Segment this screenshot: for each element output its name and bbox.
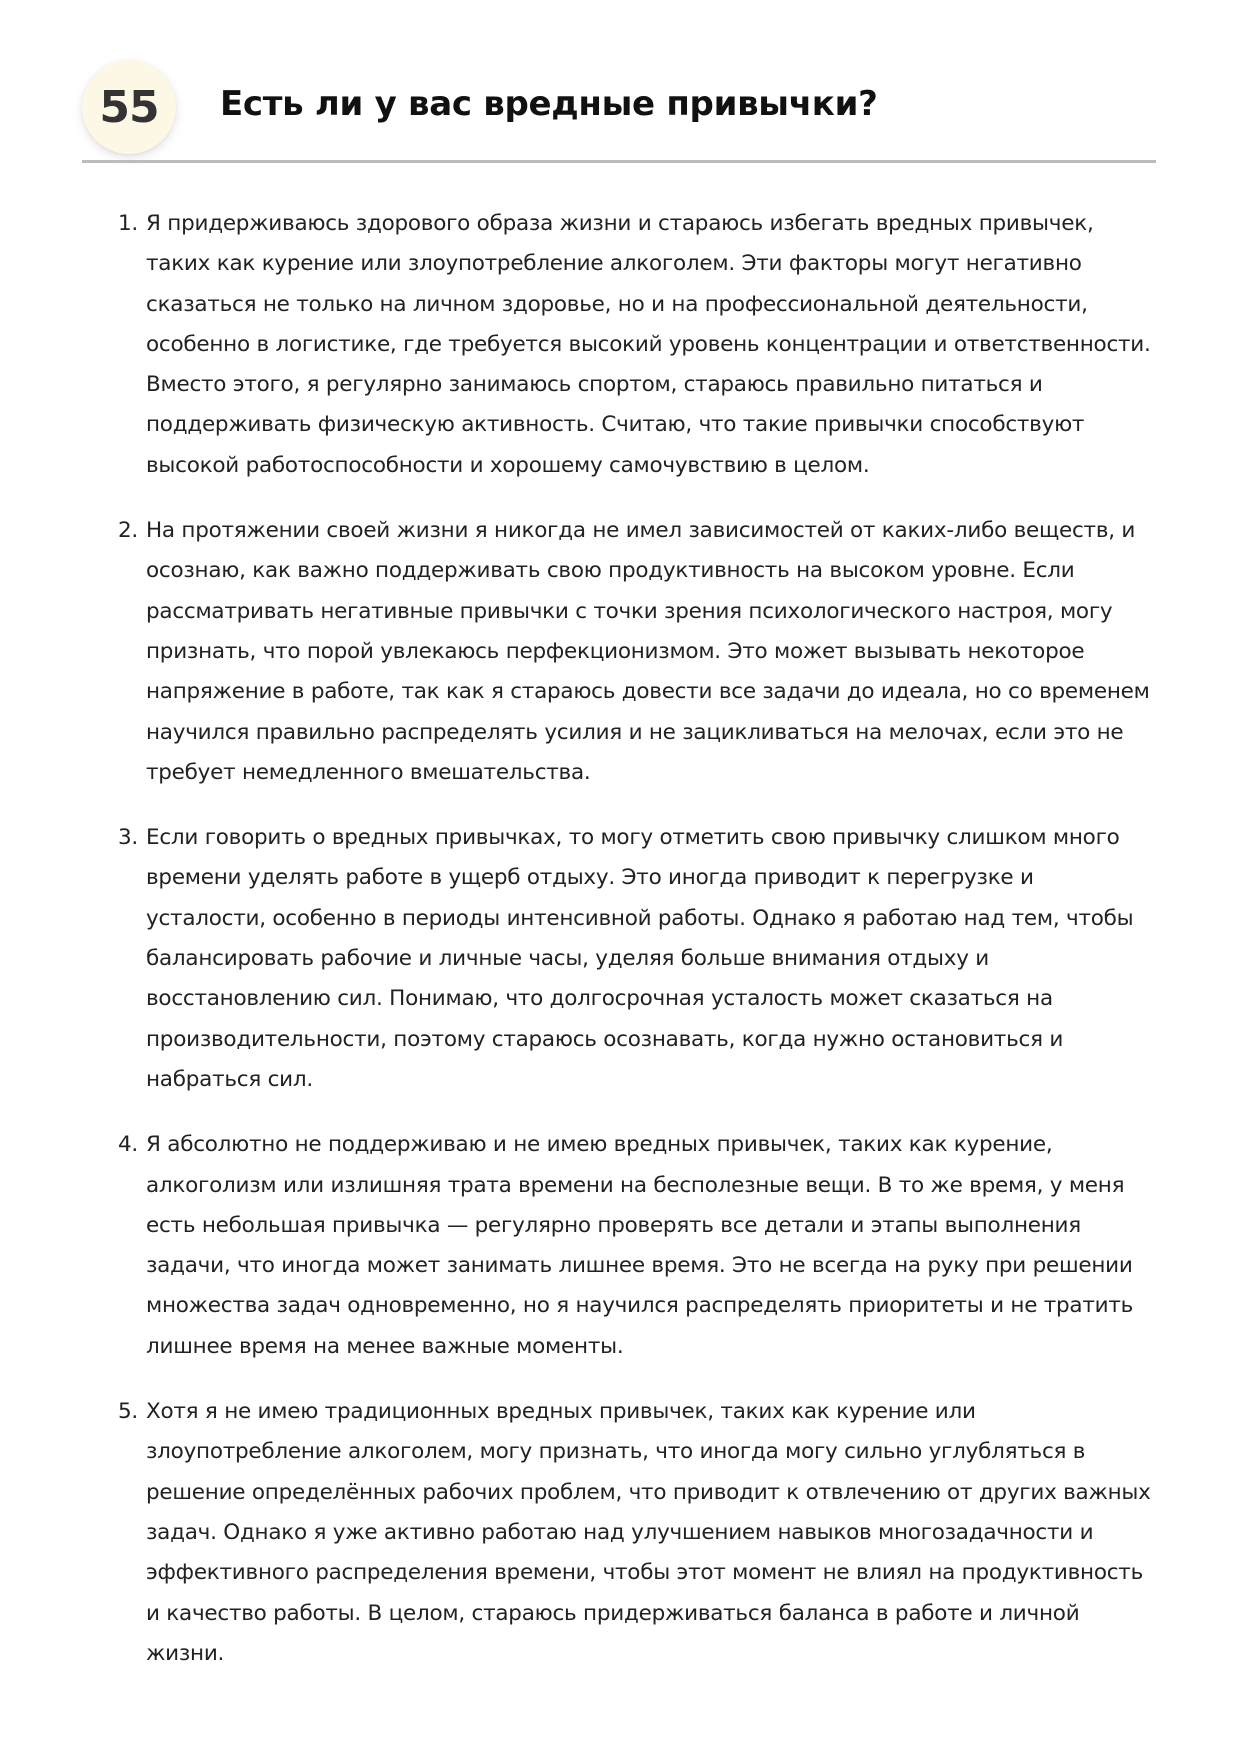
question-title: Есть ли у вас вредные привычки? bbox=[220, 84, 878, 124]
answer-item-3 bbox=[118, 818, 1158, 1100]
answer-marker: 5. bbox=[118, 1399, 139, 1425]
answer-marker: 4. bbox=[118, 1132, 139, 1158]
answer-item-2 bbox=[118, 511, 1158, 793]
answer-text: Я абсолютно не поддерживаю и не имею вредных привычек, таких как курение, алкоголизм или излишняя трата времени на бесполезные вещи. В то же время, у меня есть небольшая привычка — регулярно проверять все детали и этапы выполнения задачи, что иногда может занимать лишнее время. Это не всегда на руку при решении множества задач одновременно, но я научился распределять приоритеты и не тратить лишнее время на менее важные моменты. bbox=[146, 1132, 1134, 1359]
answer-item-5 bbox=[118, 1392, 1158, 1674]
answer-text: Я придерживаюсь здорового образа жизни и стараюсь избегать вредных привычек, таких как курение или злоупотребление алкоголем. Эти факторы могут негативно сказаться не только на личном здоровье, но и на профессиональной деятельности, особенно в логистике, где требуется высокий уровень концентрации и ответственности. Вместо этого, я регулярно занимаюсь спортом, стараюсь правильно питаться и поддерживать физическую активность. Считаю, что такие привычки способствуют высокой работоспособности и хорошему самочувствию в целом. bbox=[146, 211, 1151, 478]
answer-text: Если говорить о вредных привычках, то могу отметить свою привычку слишком много времени уделять работе в ущерб отдыху. Это иногда приводит к перегрузке и усталости, особенно в периоды интенсивной работы. Однако я работаю над тем, чтобы балансировать рабочие и личные часы, уделяя больше внимания отдыху и восстановлению сил. Понимаю, что долгосрочная усталость может сказаться на производительности, поэтому стараюсь осознавать, когда нужно остановиться и набраться сил. bbox=[146, 825, 1134, 1092]
answer-item-4 bbox=[118, 1125, 1158, 1367]
question-header bbox=[82, 52, 1156, 162]
question-number: 55 bbox=[99, 81, 159, 133]
answers-list bbox=[118, 204, 1158, 1674]
answer-marker: 3. bbox=[118, 825, 139, 851]
header-divider bbox=[82, 160, 1156, 163]
question-number-badge bbox=[82, 60, 176, 154]
answer-marker: 2. bbox=[118, 518, 139, 544]
answer-item-1 bbox=[118, 204, 1158, 486]
answer-text: Хотя я не имею традиционных вредных привычек, таких как курение или злоупотребление алкоголем, могу признать, что иногда могу сильно углубляться в решение определённых рабочих проблем, что приводит к отвлечению от других важных задач. Однако я уже активно работаю над улучшением навыков многозадачности и эффективного распределения времени, чтобы этот момент не влиял на продуктивность и качество работы. В целом, стараюсь придерживаться баланса в работе и личной жизни. bbox=[146, 1399, 1151, 1666]
answer-text: На протяжении своей жизни я никогда не имел зависимостей от каких-либо веществ, и осознаю, как важно поддерживать свою продуктивность на высоком уровне. Если рассматривать негативные привычки с точки зрения психологического настроя, могу признать, что порой увлекаюсь перфекционизмом. Это может вызывать некоторое напряжение в работе, так как я стараюсь довести все задачи до идеала, но со временем научился правильно распределять усилия и не зацикливаться на мелочах, если это не требует немедленного вмешательства. bbox=[146, 518, 1150, 785]
answer-marker: 1. bbox=[118, 211, 139, 236]
answers-section bbox=[118, 204, 1158, 1699]
